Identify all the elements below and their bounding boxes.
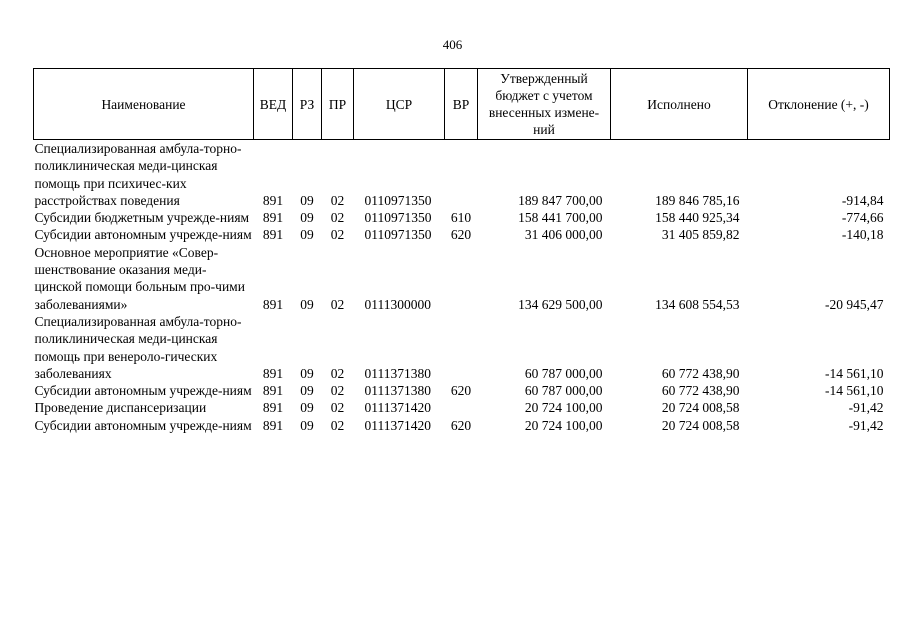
cell-rz: 09 — [300, 365, 314, 381]
cell-name: Субсидии автономным учрежде-ниям — [34, 383, 252, 399]
cell-deviation: -14 561,10 — [825, 383, 884, 399]
table-row — [34, 313, 890, 382]
cell-csr: 0111371380 — [364, 383, 431, 399]
cell-deviation: -20 945,47 — [825, 296, 884, 312]
header-pr: ПР — [322, 69, 354, 140]
cell-deviation: -140,18 — [841, 227, 884, 243]
cell-budget: 31 406 000,00 — [524, 227, 603, 243]
cell-executed: 20 724 008,58 — [661, 400, 740, 416]
cell-budget: 158 441 700,00 — [518, 210, 603, 226]
cell-vr: 620 — [450, 417, 472, 433]
table-row — [34, 209, 890, 226]
header-vr: ВР — [445, 69, 478, 140]
cell-budget: 189 847 700,00 — [518, 192, 603, 208]
cell-pr: 02 — [330, 417, 345, 433]
header-row — [34, 69, 890, 140]
cell-executed: 158 440 925,34 — [655, 210, 740, 226]
cell-name: Субсидии автономным учрежде-ниям — [34, 227, 252, 243]
header-budget: Утвержденный бюджет с учетом внесенных измене-ний — [478, 69, 611, 140]
cell-ved: 891 — [262, 383, 284, 399]
cell-vr: 620 — [450, 383, 472, 399]
cell-csr: 0111371380 — [364, 365, 431, 381]
cell-ved: 891 — [262, 210, 284, 226]
cell-executed: 60 772 438,90 — [661, 365, 740, 381]
cell-rz: 09 — [300, 400, 314, 416]
table-row — [34, 244, 890, 313]
cell-ved: 891 — [262, 400, 284, 416]
cell-vr — [445, 313, 478, 382]
cell-executed: 189 846 785,16 — [655, 192, 740, 208]
cell-ved: 891 — [262, 417, 284, 433]
cell-executed: 60 772 438,90 — [661, 383, 740, 399]
cell-budget: 20 724 100,00 — [524, 417, 603, 433]
cell-name: Проведение диспансеризации — [34, 400, 207, 416]
header-name: Наименование — [34, 69, 254, 140]
cell-pr: 02 — [330, 227, 345, 243]
cell-rz: 09 — [300, 227, 314, 243]
cell-vr: 620 — [450, 227, 472, 243]
cell-ved: 891 — [262, 365, 284, 381]
cell-deviation: -14 561,10 — [825, 365, 884, 381]
cell-executed: 31 405 859,82 — [661, 227, 740, 243]
table-body — [34, 140, 890, 435]
cell-name: Специализированная амбула-торно-поликлиническая меди-цинская помощь при психичес-ких расстройствах поведения — [34, 141, 242, 208]
cell-vr: 610 — [450, 210, 472, 226]
cell-ved: 891 — [262, 192, 284, 208]
cell-pr: 02 — [330, 400, 345, 416]
cell-pr: 02 — [330, 296, 345, 312]
cell-deviation: -91,42 — [848, 417, 884, 433]
cell-name: Специализированная амбула-торно-поликлиническая меди-цинская помощь при венероло-гических заболеваниях — [34, 313, 242, 381]
header-csr: ЦСР — [354, 69, 445, 140]
table-row — [34, 417, 890, 434]
cell-deviation: -914,84 — [841, 192, 884, 208]
table-row — [34, 399, 890, 416]
cell-executed: 20 724 008,58 — [661, 417, 740, 433]
cell-deviation: -774,66 — [841, 210, 884, 226]
cell-rz: 09 — [300, 210, 314, 226]
cell-pr: 02 — [330, 365, 345, 381]
header-deviation: Отклонение (+, -) — [748, 69, 890, 140]
cell-vr — [445, 244, 478, 313]
page-number: 406 — [442, 37, 463, 52]
cell-csr: 0111371420 — [364, 417, 431, 433]
cell-ved: 891 — [262, 296, 284, 312]
cell-csr: 0110971350 — [364, 227, 432, 243]
cell-rz: 09 — [300, 417, 314, 433]
cell-pr: 02 — [330, 383, 345, 399]
cell-vr — [445, 140, 478, 210]
cell-ved: 891 — [262, 227, 284, 243]
table-row — [34, 382, 890, 399]
cell-csr: 0111371420 — [364, 400, 431, 416]
cell-budget: 60 787 000,00 — [524, 365, 603, 381]
header-rz: РЗ — [293, 69, 322, 140]
cell-csr: 0110971350 — [364, 210, 432, 226]
table-row — [34, 226, 890, 243]
header-executed: Исполнено — [611, 69, 748, 140]
cell-csr: 0111300000 — [364, 296, 431, 312]
table-row — [34, 140, 890, 210]
cell-rz: 09 — [300, 192, 314, 208]
cell-executed: 134 608 554,53 — [655, 296, 740, 312]
cell-csr: 0110971350 — [364, 192, 432, 208]
cell-pr: 02 — [330, 210, 345, 226]
cell-pr: 02 — [330, 192, 345, 208]
cell-budget: 134 629 500,00 — [518, 296, 603, 312]
header-ved: ВЕД — [254, 69, 293, 140]
cell-vr — [445, 399, 478, 416]
cell-rz: 09 — [300, 383, 314, 399]
cell-rz: 09 — [300, 296, 314, 312]
cell-name: Субсидии бюджетным учрежде-ниям — [34, 210, 250, 226]
cell-budget: 60 787 000,00 — [524, 383, 603, 399]
cell-name: Субсидии автономным учрежде-ниям — [34, 417, 252, 433]
cell-deviation: -91,42 — [848, 400, 884, 416]
budget-table — [33, 68, 890, 434]
cell-budget: 20 724 100,00 — [524, 400, 603, 416]
cell-name: Основное мероприятие «Совер-шенствование оказания меди-цинской помощи больным про-чими заболеваниями» — [34, 244, 245, 312]
